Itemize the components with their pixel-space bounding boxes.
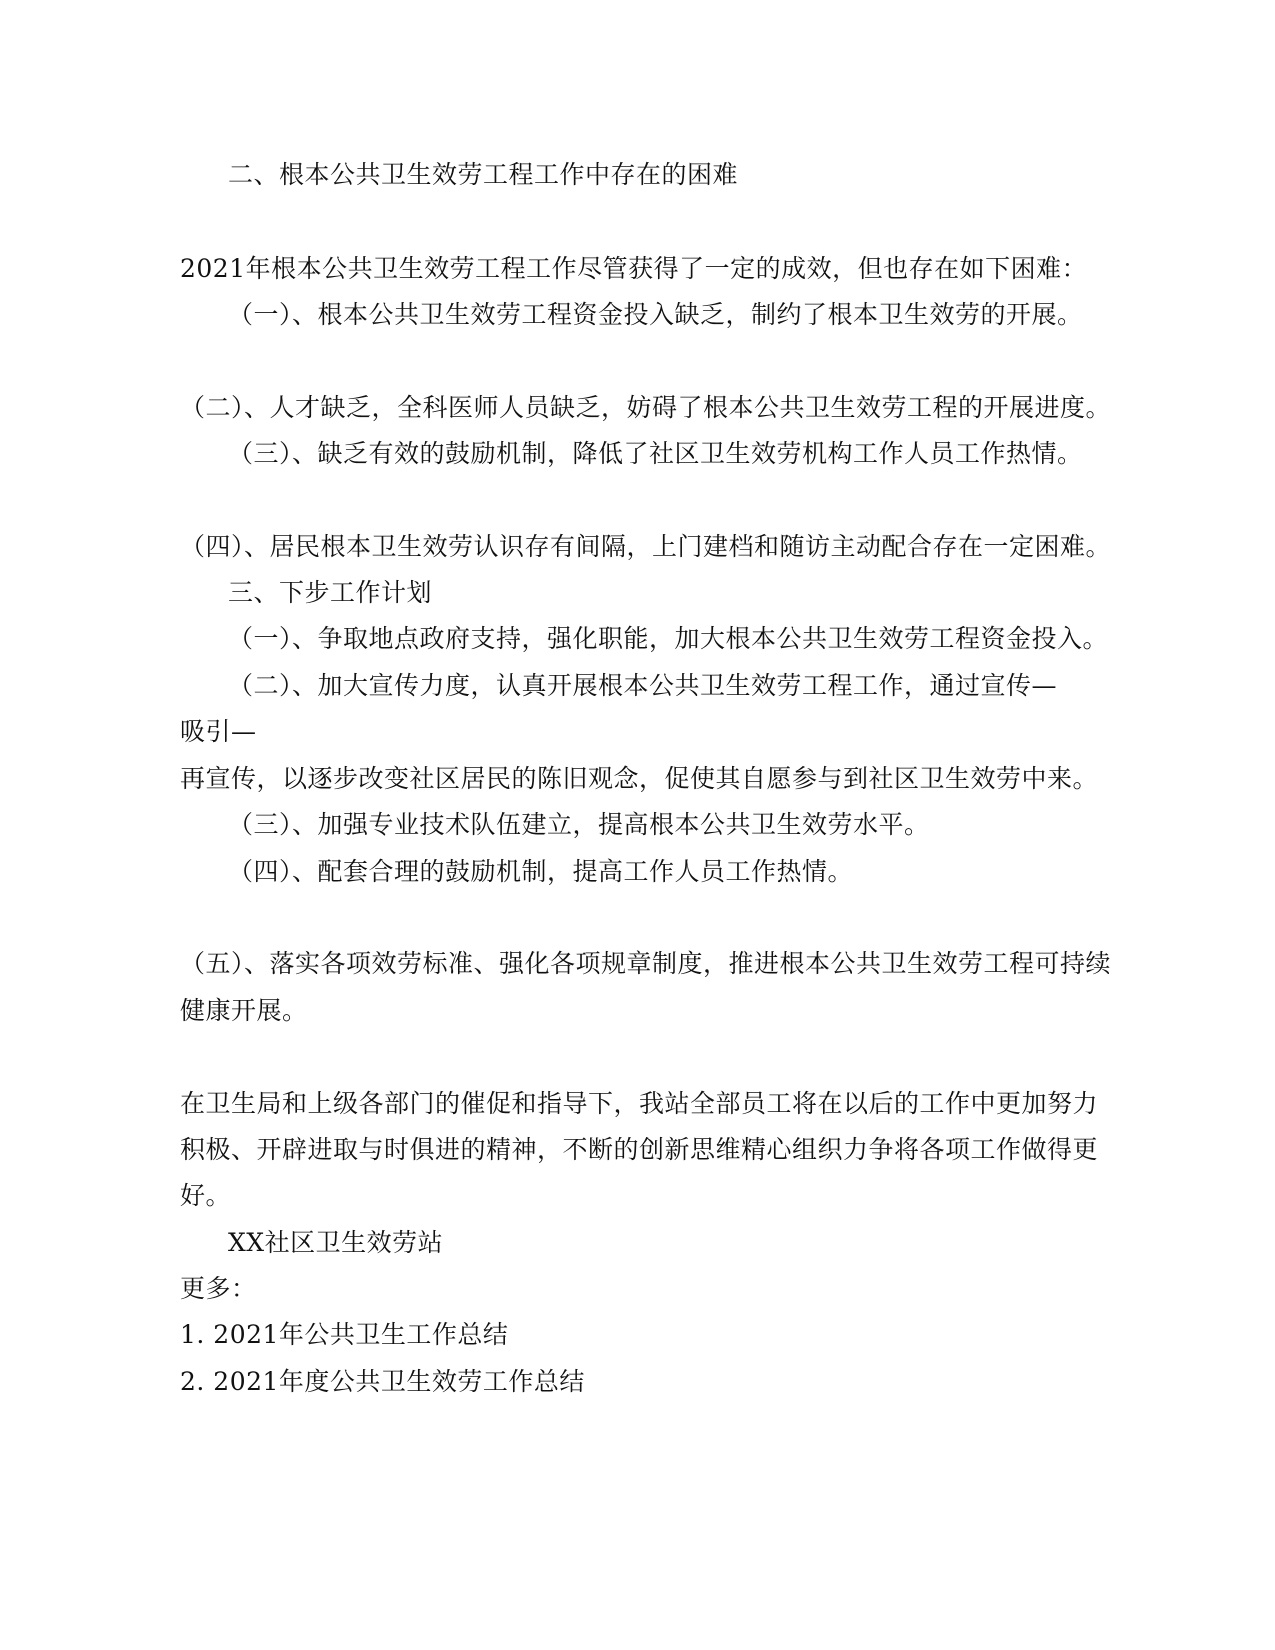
signature-station: XX社区卫生效劳站 (228, 1228, 444, 1257)
paragraph-intro: 2021年根本公共卫生效劳工程工作尽管获得了一定的成效，但也存在如下困难： (180, 254, 1088, 283)
plan-item-2-cont-1: 吸引— (180, 717, 257, 746)
more-link-1[interactable]: 1. 2021年公共卫生工作总结 (180, 1320, 509, 1349)
plan-item-4: （四）、配套合理的鼓励机制，提高工作人员工作热情。 (228, 857, 854, 886)
plan-item-5: （五）、落实各项效劳标准、强化各项规章制度，推进根本公共卫生效劳工程可持续 (180, 949, 1112, 978)
closing-paragraph-line-1: 在卫生局和上级各部门的催促和指导下，我站全部员工将在以后的工作中更加努力 (180, 1089, 1099, 1118)
plan-item-5-cont: 健康开展。 (180, 996, 308, 1025)
difficulty-item-3: （三）、缺乏有效的鼓励机制，降低了社区卫生效劳机构工作人员工作热情。 (228, 439, 1083, 468)
plan-item-2-cont-2: 再宣传，以逐步改变社区居民的陈旧观念，促使其自愿参与到社区卫生效劳中来。 (180, 764, 1099, 793)
section-heading-plan: 三、下步工作计划 (228, 578, 433, 607)
difficulty-item-4: （四）、居民根本卫生效劳认识存有间隔，上门建档和随访主动配合存在一定困难。 (180, 532, 1112, 561)
plan-item-1: （一）、争取地点政府支持，强化职能，加大根本公共卫生效劳工程资金投入。 (228, 624, 1109, 653)
difficulty-item-2: （二）、人才缺乏，全科医师人员缺乏，妨碍了根本公共卫生效劳工程的开展进度。 (180, 393, 1112, 422)
more-link-2[interactable]: 2. 2021年度公共卫生效劳工作总结 (180, 1367, 585, 1396)
closing-paragraph-line-2: 积极、开辟进取与时俱进的精神，不断的创新思维精心组织力争将各项工作做得更 (180, 1135, 1099, 1164)
plan-item-3: （三）、加强专业技术队伍建立，提高根本公共卫生效劳水平。 (228, 810, 930, 839)
plan-item-2: （二）、加大宣传力度，认真开展根本公共卫生效劳工程工作，通过宣传— (228, 671, 1058, 700)
section-heading-difficulties: 二、根本公共卫生效劳工程工作中存在的困难 (228, 160, 739, 189)
more-label: 更多： (180, 1274, 257, 1303)
difficulty-item-1: （一）、根本公共卫生效劳工程资金投入缺乏，制约了根本卫生效劳的开展。 (228, 300, 1083, 329)
closing-paragraph-line-3: 好。 (180, 1181, 232, 1210)
